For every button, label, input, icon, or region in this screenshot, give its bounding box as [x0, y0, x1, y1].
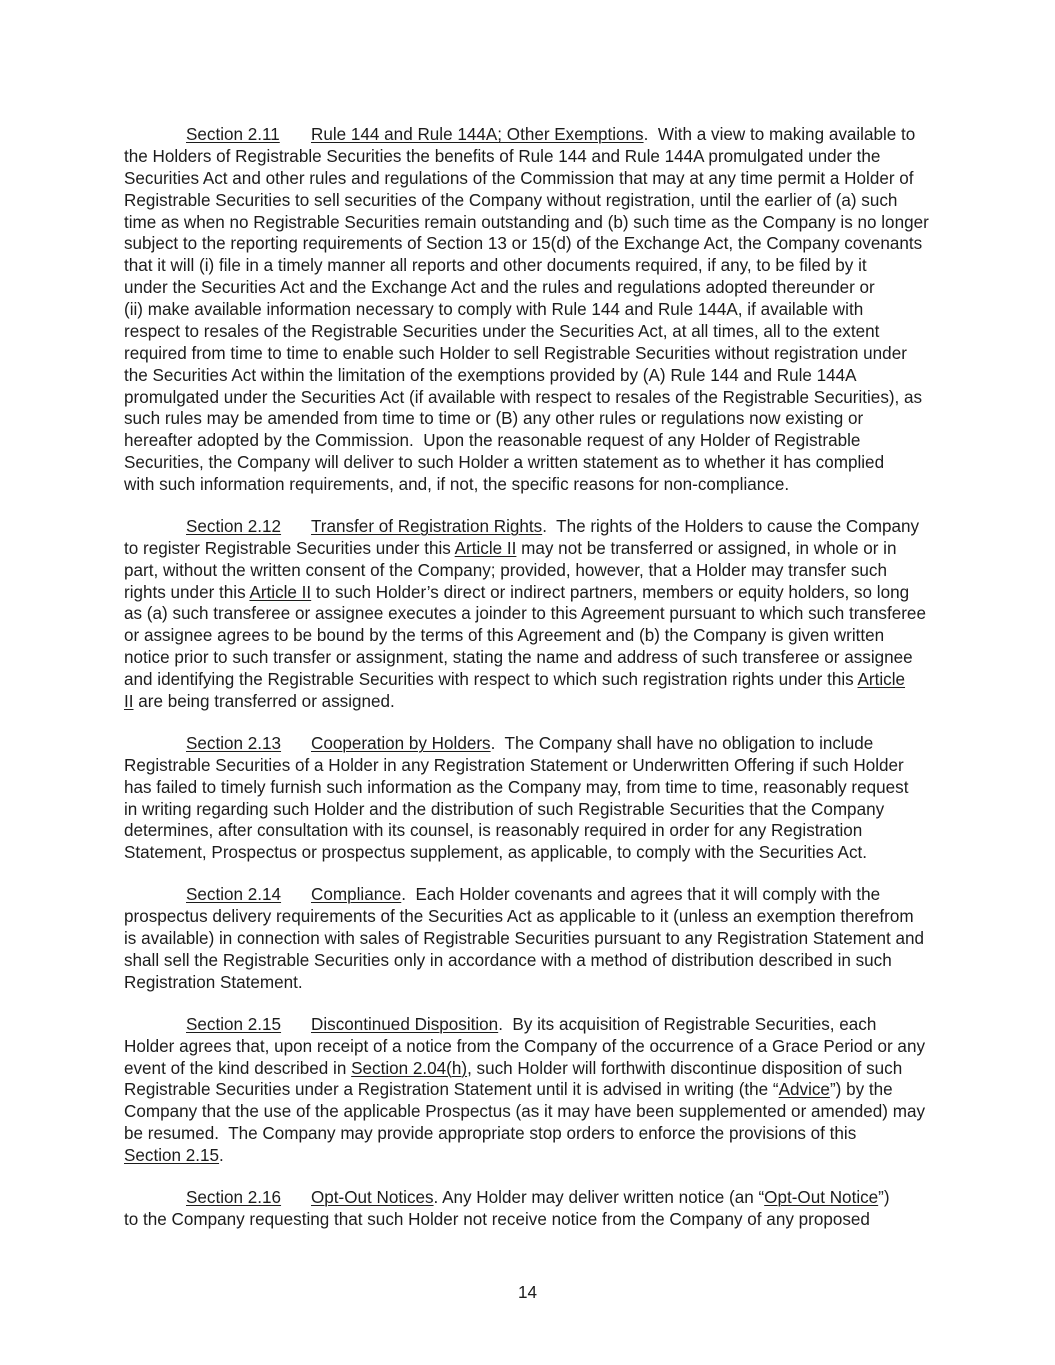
text-line	[124, 1209, 1024, 1231]
text-line	[124, 1036, 1024, 1058]
body-text: , such Holder will forthwith discontinue disposition of such	[467, 1058, 903, 1078]
text-line	[124, 430, 1024, 452]
body-text: required from time to time to enable such Holder to sell Registrable Securities without registration under	[124, 343, 907, 363]
text-line	[124, 452, 1024, 474]
body-text: promulgated under the Securities Act (if available with respect to resales of the Registrable Securities), as	[124, 387, 923, 407]
body-text: . Any Holder may deliver written notice (an “	[433, 1187, 765, 1207]
text-line	[124, 233, 1024, 255]
underlined-term: Article II	[454, 538, 517, 558]
text-line	[124, 299, 1024, 321]
body-text: to the Company requesting that such Holder not receive notice from the Company of any proposed	[124, 1209, 870, 1229]
section-number: Section 2.14	[186, 885, 282, 905]
body-text: Registrable Securities under a Registration Statement until it is advised in writing (the “	[124, 1080, 779, 1100]
underlined-term: Article	[857, 670, 906, 690]
text-line	[124, 691, 1024, 713]
body-text: hereafter adopted by the Commission. Upon the reasonable request of any Holder of Registrable	[124, 431, 861, 451]
underlined-term: Section 2.04(h)	[351, 1058, 468, 1078]
text-line	[124, 755, 1024, 777]
section-heading: Opt-Out Notices	[311, 1187, 434, 1207]
text-line	[124, 538, 1024, 560]
body-text: rights under this	[124, 582, 250, 602]
body-text: the Securities Act within the limitation of the exemptions provided by (A) Rule 144 and Rule 144A	[124, 365, 857, 385]
text-line	[124, 321, 1024, 343]
text-line	[124, 516, 1024, 538]
page-number: 14	[517, 1283, 537, 1302]
body-text: Registration Statement.	[124, 972, 303, 992]
body-text: to register Registrable Securities under this	[124, 538, 455, 558]
text-line	[124, 365, 1024, 387]
body-text: Company that the use of the applicable Prospectus (as it may have been supplemented or amended) may	[124, 1102, 926, 1122]
body-text: as (a) such transferee or assignee executes a joinder to this Agreement pursuant to which such transferee	[124, 604, 926, 624]
text-line	[124, 408, 1024, 430]
text-line	[124, 733, 1024, 755]
body-text: is available) in connection with sales of Registrable Securities pursuant to any Registration Statement and	[124, 929, 925, 949]
text-line	[124, 474, 1024, 496]
body-text: shall sell the Registrable Securities only in accordance with a method of distribution described in such	[124, 950, 892, 970]
underlined-term: Opt-Out Notice	[764, 1187, 879, 1207]
body-text: has failed to timely furnish such information as the Company may, from time to time, reasonably request	[124, 777, 909, 797]
body-text: under the Securities Act and the Exchange Act and the rules and regulations adopted thereunder or	[124, 278, 875, 298]
body-text: ”) by the	[829, 1080, 893, 1100]
text-line	[124, 124, 1024, 146]
body-text: in writing regarding such Holder and the distribution of such Registrable Securities that the Company	[124, 799, 885, 819]
body-text: subject to the reporting requirements of Section 13 or 15(d) of the Exchange Act, the Company covenants	[124, 234, 923, 254]
text-line	[124, 277, 1024, 299]
body-text: determines, after consultation with its counsel, is reasonably required in order for any Registration	[124, 821, 863, 841]
body-text: . By its acquisition of Registrable Securities, each	[498, 1014, 877, 1034]
body-text: and identifying the Registrable Securities with respect to which such registration rights under this	[124, 670, 858, 690]
text-line	[124, 255, 1024, 277]
body-text: time as when no Registrable Securities remain outstanding and (b) such time as the Company is no longer	[124, 212, 929, 232]
text-line	[124, 777, 1024, 799]
text-line	[124, 343, 1024, 365]
body-text: .	[219, 1146, 224, 1165]
body-text: Statement, Prospectus or prospectus supplement, as applicable, to comply with the Securities Act.	[124, 843, 868, 863]
text-line	[124, 1058, 1024, 1080]
body-text: are being transferred or assigned.	[133, 691, 395, 711]
text-line	[124, 1101, 1024, 1123]
underlined-term: Advice	[778, 1080, 830, 1100]
body-text: Securities Act and other rules and regulations of the Commission that may at any time permit a Holder of	[124, 168, 914, 188]
text-line	[124, 212, 1024, 234]
text-line	[124, 820, 1024, 842]
body-text: Holder agrees that, upon receipt of a notice from the Company of the occurrence of a Grace Period or any	[124, 1036, 925, 1056]
body-text: with such information requirements, and, if not, the specific reasons for non-compliance.	[124, 475, 790, 494]
section-2-14	[124, 884, 1024, 993]
body-text: . The Company shall have no obligation to include	[490, 733, 874, 753]
section-heading: Discontinued Disposition	[311, 1014, 499, 1034]
body-text: ”)	[878, 1187, 890, 1207]
text-line	[124, 582, 1024, 604]
text-line	[124, 1014, 1024, 1036]
section-heading: Transfer of Registration Rights	[311, 516, 543, 536]
body-text: . Each Holder covenants and agrees that it will comply with the	[401, 885, 881, 905]
body-text: that it will (i) file in a timely manner all reports and other documents required, if any, to be filed by it	[124, 256, 867, 276]
section-2-15	[124, 1014, 1024, 1167]
section-heading: Compliance	[311, 885, 402, 905]
body-text: prospectus delivery requirements of the Securities Act as applicable to it (unless an exemption therefrom	[124, 907, 914, 927]
text-line	[124, 603, 1024, 625]
section-number: Section 2.11	[186, 125, 280, 144]
body-text: Registrable Securities of a Holder in any Registration Statement or Underwritten Offering if such Holder	[124, 755, 904, 775]
body-text: notice prior to such transfer or assignment, stating the name and address of such transferee or assignee	[124, 648, 913, 668]
text-line	[124, 1145, 1024, 1167]
body-text: the Holders of Registrable Securities the benefits of Rule 144 and Rule 144A promulgated under the	[124, 146, 881, 166]
text-line	[124, 190, 1024, 212]
underlined-term: II	[124, 691, 134, 711]
text-line	[124, 168, 1024, 190]
page-body	[124, 124, 1024, 1251]
section-2-11	[124, 124, 1024, 496]
text-line	[124, 928, 1024, 950]
text-line	[124, 950, 1024, 972]
body-text: Registrable Securities to sell securities of the Company without registration, until the earlier of (a) such	[124, 190, 898, 210]
section-2-13	[124, 733, 1024, 864]
body-text: Securities, the Company will deliver to such Holder a written statement as to whether it has complied	[124, 453, 885, 473]
body-text: part, without the written consent of the Company; provided, however, that a Holder may transfer such	[124, 560, 887, 580]
body-text: be resumed. The Company may provide appropriate stop orders to enforce the provisions of this	[124, 1124, 857, 1144]
text-line	[124, 972, 1024, 994]
text-line	[124, 647, 1024, 669]
section-number: Section 2.12	[186, 516, 282, 536]
body-text: . With a view to making available to	[643, 125, 916, 144]
text-line	[124, 1187, 1024, 1209]
body-text: respect to resales of the Registrable Securities under the Securities Act, at all times, all to the extent	[124, 321, 880, 341]
body-text: . The rights of the Holders to cause the Company	[542, 516, 920, 536]
body-text: (ii) make available information necessary to comply with Rule 144 and Rule 144A, if available with	[124, 300, 864, 319]
text-line	[124, 560, 1024, 582]
section-2-12	[124, 516, 1024, 713]
body-text: such rules may be amended from time to time or (B) any other rules or regulations now existing or	[124, 409, 864, 429]
section-number: Section 2.15	[186, 1014, 282, 1034]
section-number: Section 2.13	[186, 733, 282, 753]
text-line	[124, 842, 1024, 864]
text-line	[124, 884, 1024, 906]
body-text: to such Holder’s direct or indirect partners, members or equity holders, so long	[311, 582, 910, 602]
section-heading: Rule 144 and Rule 144A; Other Exemptions	[311, 125, 644, 144]
text-line	[124, 146, 1024, 168]
body-text: event of the kind described in	[124, 1058, 352, 1078]
section-heading: Cooperation by Holders	[311, 733, 491, 753]
text-line	[124, 906, 1024, 928]
text-line	[124, 1123, 1024, 1145]
body-text: or assignee agrees to be bound by the terms of this Agreement and (b) the Company is given written	[124, 626, 885, 646]
section-2-16	[124, 1187, 1024, 1231]
text-line	[124, 387, 1024, 409]
text-line	[124, 799, 1024, 821]
section-number: Section 2.16	[186, 1187, 282, 1207]
text-line	[124, 1079, 1024, 1101]
body-text: may not be transferred or assigned, in whole or in	[516, 538, 897, 558]
text-line	[124, 625, 1024, 647]
underlined-term: Article II	[249, 582, 312, 602]
underlined-term: Section 2.15	[124, 1146, 220, 1165]
text-line	[124, 669, 1024, 691]
